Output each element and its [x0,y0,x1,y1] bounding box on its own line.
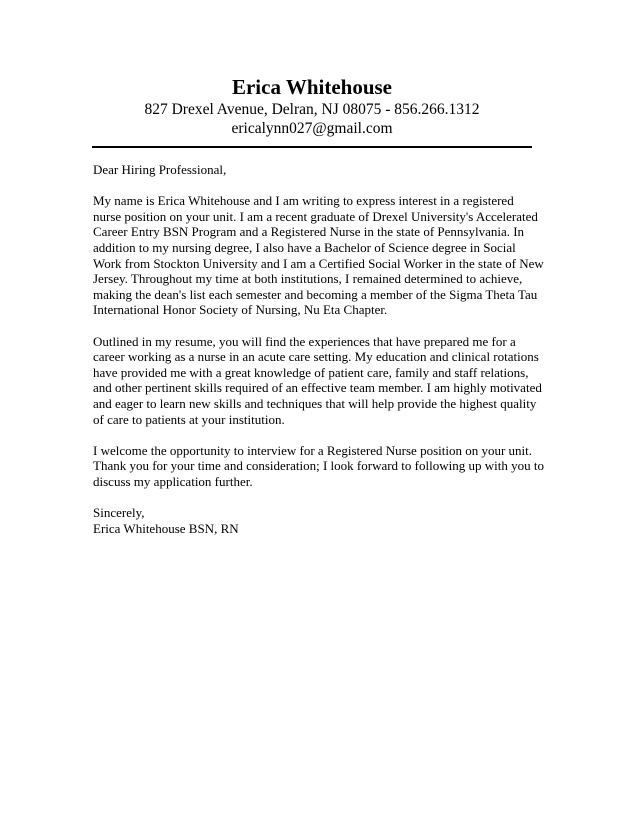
letter-body [93,162,545,536]
contact-email: ericalynn027@gmail.com [231,120,393,137]
paragraph-closing: I welcome the opportunity to interview for a Registered Nurse position on your unit. Thank you for your time and consideration; I look forward to following up with you to discuss my application further. [93,442,544,489]
closing-line: Sincerely, [93,505,145,521]
contact-address: 827 Drexel Avenue, Delran, NJ 08075 - 856.266.1312 [144,101,480,118]
letterhead [92,74,532,138]
paragraph-introduction: My name is Erica Whitehouse and I am writing to express interest in a registered nurse position on your unit. I am a recent graduate of Drexel University's Accelerated Career Entry BSN Program and a Registered Nurse in the state of Pennsylvania. In addition to my nursing degree, I also have a Bachelor of Science degree in Social Work from Stockton University and I am a Certified Social Worker in the state of New Jersey. Throughout my time at both institutions, I remained determined to achieve, making the dean's list each semester and becoming a member of the Sigma Theta Tau International Honor Society of Nursing, Nu Eta Chapter. [93,193,544,318]
header-divider [92,146,532,148]
signature: Erica Whitehouse BSN, RN [93,520,239,536]
paragraph-experience: Outlined in my resume, you will find the experiences that have prepared me for a career working as a nurse in an acute care setting. My education and clinical rotations have provided me with a great knowledge of patient care, family and staff relations, and other pertinent skills required of an effective team member. I am highly motivated and eager to learn new skills and techniques that will help provide the highest quality of care to patients at your institution. [93,333,542,427]
salutation: Dear Hiring Professional, [93,162,227,177]
applicant-name: Erica Whitehouse [231,75,393,99]
